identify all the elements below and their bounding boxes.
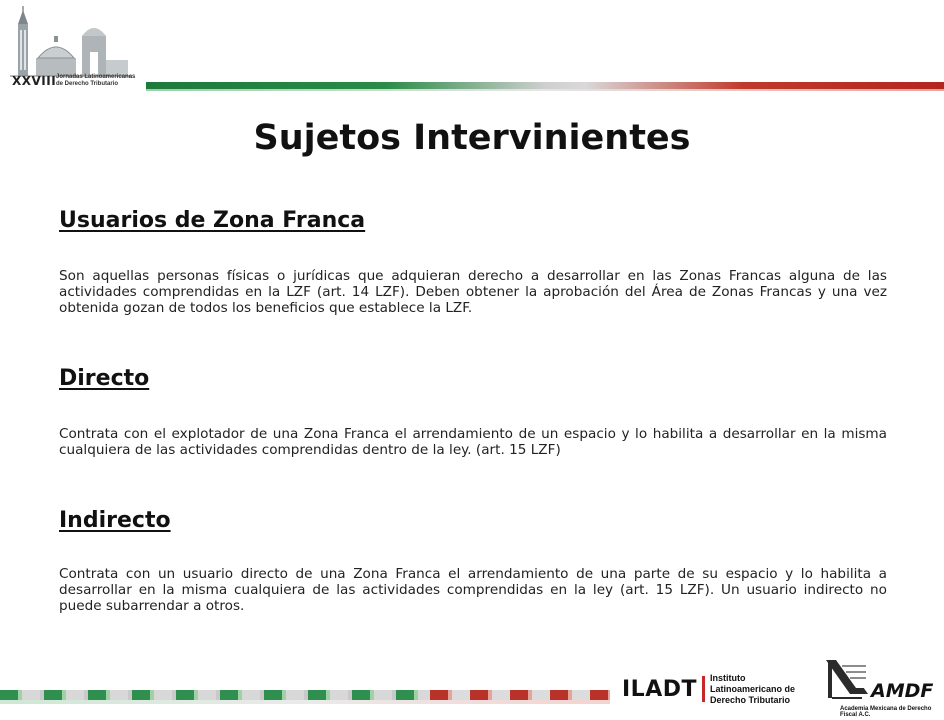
paragraph-indirecto: Contrata con un usuario directo de una Zona Franca el arrendamiento de una parte de su espacio y lo habilita a desarrollar en la misma cualquiera de las actividades comprendidas en la ley (art. 15 LZF). Un usuario indirecto no puede subarrendar a otros. <box>59 566 887 614</box>
footer-stripe-red <box>430 690 610 700</box>
header-stripe-highlight <box>146 89 944 91</box>
iladt-name: Instituto Latinoamericano de Derecho Tributario <box>710 672 796 705</box>
heading-usuarios-zona-franca: Usuarios de Zona Franca <box>59 208 366 233</box>
logo-subtitle: Jornadas Latinoamericanas de Derecho Tributario <box>56 74 136 87</box>
paragraph-usuarios-zona-franca: Son aquellas personas físicas o jurídicas que adquieran derecho a desarrollar en las Zonas Francas alguna de las actividades comprendidas en la LZF (art. 14 LZF). Deben obtener la aprobación del Área de Zonas Francas y una vez obtenida gozan de todos los beneficios que establece la LZF. <box>59 268 887 316</box>
footer-stripe-fade <box>0 700 610 704</box>
heading-indirecto: Indirecto <box>59 508 171 533</box>
iladt-logo <box>622 672 814 705</box>
iladt-mark: ILADT <box>622 676 697 702</box>
header-stripe <box>146 82 944 89</box>
slide-title: Sujetos Intervinientes <box>253 118 691 158</box>
paragraph-directo: Contrata con el explotador de una Zona Franca el arrendamiento de un espacio y lo habilita a desarrollar en la misma cualquiera de las actividades comprendidas dentro de la ley. (art. 15 LZF) <box>59 426 887 458</box>
iladt-divider <box>702 676 705 702</box>
logo-roman-numeral: XXVIII <box>12 74 57 88</box>
amdf-mark: AMDF <box>871 680 934 702</box>
amdf-name: Academia Mexicana de Derecho Fiscal A.C. <box>840 706 932 718</box>
heading-directo: Directo <box>59 366 150 391</box>
